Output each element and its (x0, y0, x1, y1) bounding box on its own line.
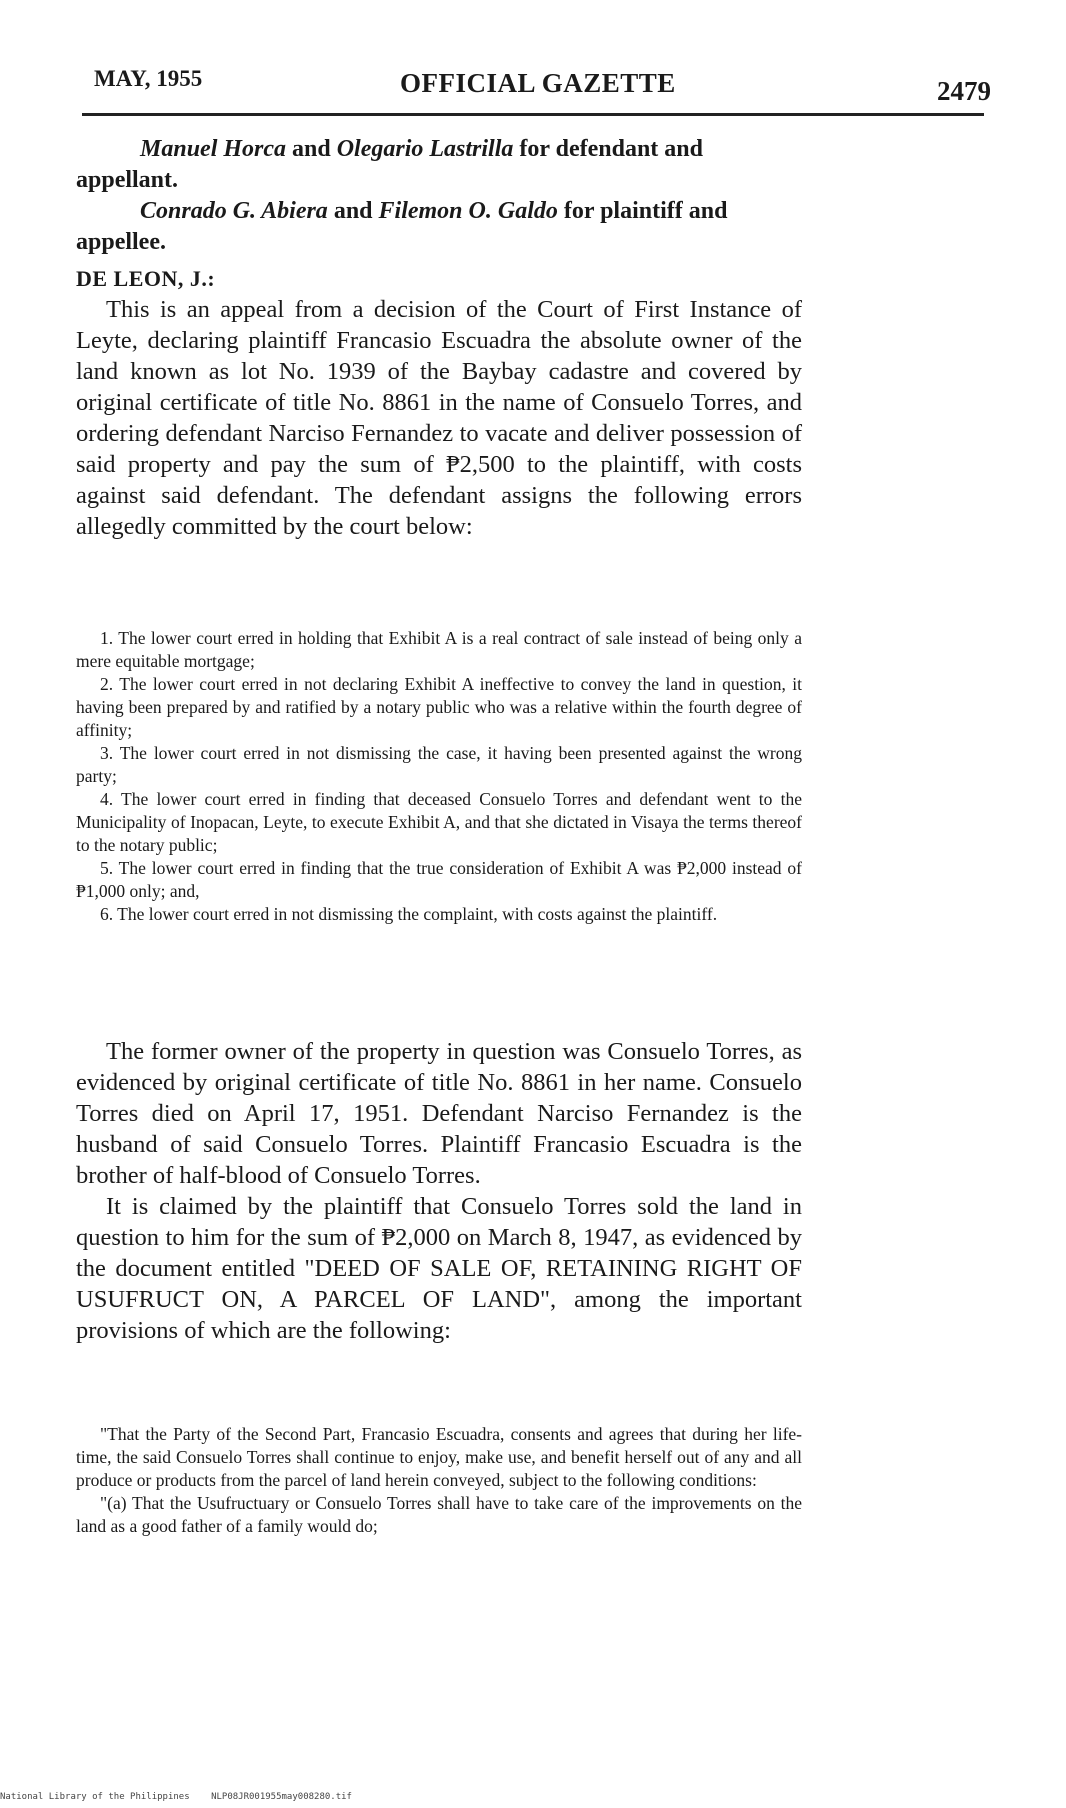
defendant-role: for defendant and appellant. (76, 136, 703, 193)
plaintiff-lawyer-2: Filemon O. Galdo (378, 198, 558, 224)
header-rule (82, 113, 984, 116)
deed-quotation (76, 1423, 802, 1538)
paragraph: The former owner of the property in question was Consuelo Torres, as evidenced by original certificate of title No. 8861 in her name. Consuelo Torres died on April 17, 1951. Defendant Narciso Fernandez is the husband of said Consuelo Torres. Plaintiff Francasio Escuadra is the brother of half-blood of Consuelo Torres. (76, 1038, 802, 1189)
scan-footer (0, 1792, 368, 1802)
error-item: 1. The lower court erred in holding that Exhibit A is a real contract of sale instead of being only a mere equitable mortgage; (76, 628, 802, 671)
footer-source: National Library of the Philippines (0, 1792, 190, 1802)
error-item: 2. The lower court erred in not declaring Exhibit A ineffective to convey the land in question, it having been prepared by and ratified by a notary public who was a relative within the fourth degree of affinity; (76, 674, 802, 740)
plaintiff-join: and (327, 198, 379, 224)
quote-paragraph: "(a) That the Usufructuary or Consuelo Torres shall have to take care of the improvements on the land as a good father of a family would do; (76, 1493, 802, 1536)
error-item: 6. The lower court erred in not dismissing the complaint, with costs against the plaintiff. (100, 904, 718, 924)
footer-file: NLP08JR001955may008280.tif (211, 1792, 352, 1802)
error-item: 5. The lower court erred in finding that the true consideration of Exhibit A was ₱2,000 instead of ₱1,000 only; and, (76, 858, 802, 901)
assigned-errors-list (76, 627, 802, 926)
defendant-counsel (76, 134, 802, 196)
paragraph: It is claimed by the plaintiff that Consuelo Torres sold the land in question to him for the sum of ₱2,000 on March 8, 1947, as evidenced by the document entitled "DEED OF SALE OF, RETAINING RIGHT OF USUFRUCT ON, A PARCEL OF LAND", among the important provisions of which are the following: (76, 1193, 802, 1344)
counsel-block (76, 134, 802, 258)
error-item: 3. The lower court erred in not dismissing the case, it having been presented against the wrong party; (76, 743, 802, 786)
opinion-author: DE LEON, J.: (76, 266, 216, 291)
defendant-lawyer-2: Olegario Lastrilla (336, 136, 514, 162)
page-number: 2479 (937, 76, 991, 106)
page-header (0, 62, 1066, 112)
error-item: 4. The lower court erred in finding that deceased Consuelo Torres and defendant went to the Municipality of Inopacan, Leyte, to execute Exhibit A, and that she dictated in Visaya the terms thereof to the notary public; (76, 789, 802, 855)
body-text (76, 1036, 802, 1346)
defendant-join: and (286, 136, 337, 162)
paragraph: This is an appeal from a decision of the Court of First Instance of Leyte, declaring plaintiff Francasio Escuadra the absolute owner of the land known as lot No. 1939 of the Baybay cadastre and covered by original certificate of title No. 8861 in the name of Consuelo Torres, and ordering defendant Narciso Fernandez to vacate and deliver possession of said property and pay the sum of ₱2,500 to the plaintiff, with costs against said defendant. The defendant assigns the following errors allegedly committed by the court below: (76, 296, 802, 540)
plaintiff-lawyer-1: Conrado G. Abiera (140, 198, 328, 224)
defendant-lawyer-1: Manuel Horca (140, 136, 287, 162)
plaintiff-role: for plaintiff and appellee. (76, 198, 728, 255)
publication-title: OFFICIAL GAZETTE (400, 68, 676, 98)
plaintiff-counsel (76, 196, 802, 258)
opening-paragraph-block (76, 294, 802, 542)
quote-paragraph: "That the Party of the Second Part, Francasio Escuadra, consents and agrees that during her life-time, the said Consuelo Torres shall continue to enjoy, make use, and benefit herself out of any and all produce or products from the parcel of land herein conveyed, subject to the following conditions: (76, 1424, 802, 1490)
issue-date: MAY, 1955 (94, 66, 203, 91)
